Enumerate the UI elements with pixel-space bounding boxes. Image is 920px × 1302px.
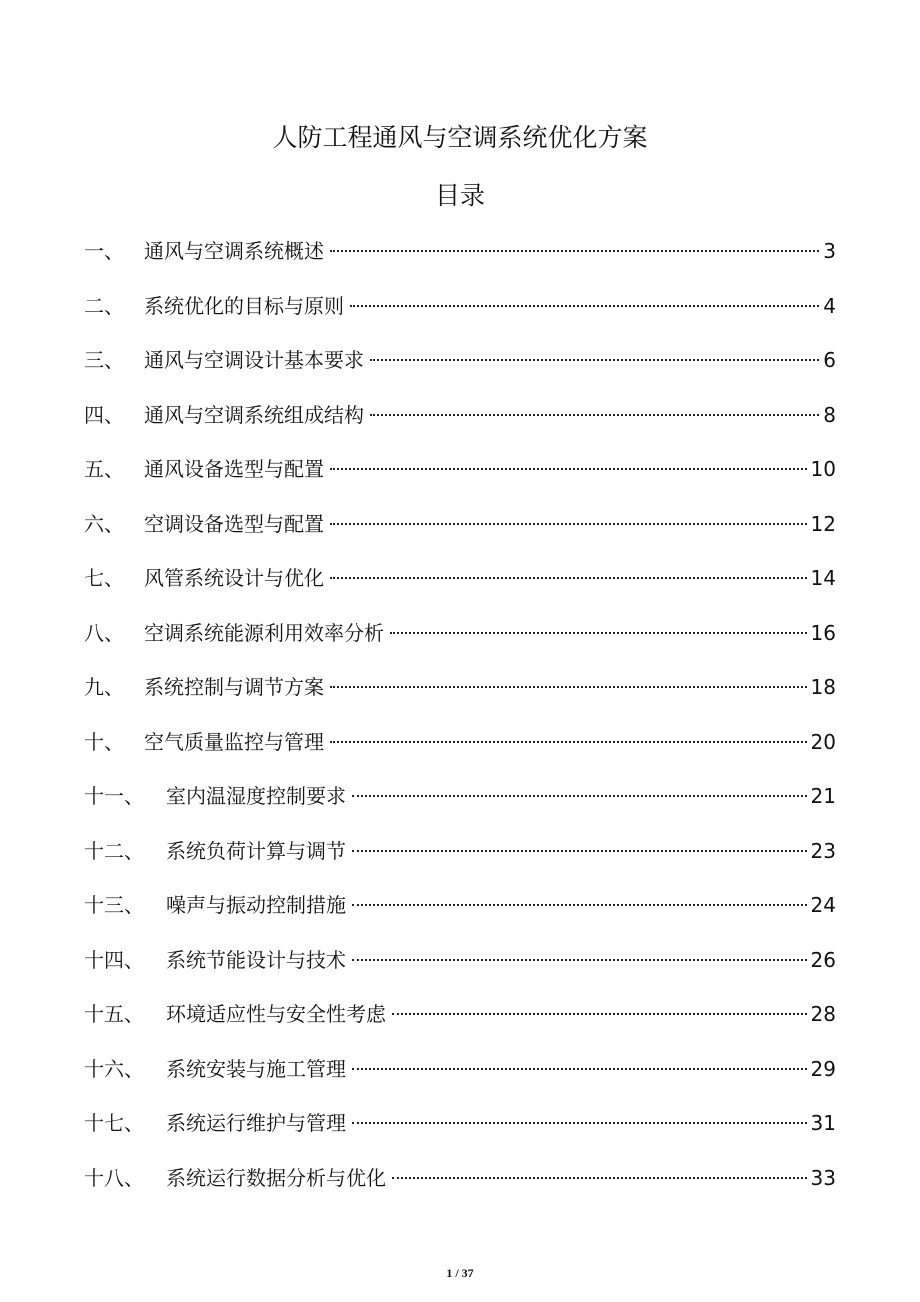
toc-entry-title: 室内温湿度控制要求 — [166, 784, 346, 808]
toc-entry-number: 十五、 — [84, 1002, 144, 1026]
toc-dot-leader — [352, 849, 807, 852]
toc-entry-number: 六、 — [84, 511, 124, 536]
toc-dot-leader — [352, 958, 807, 961]
toc-entry-number: 十三、 — [84, 893, 144, 917]
toc-dot-leader — [350, 304, 819, 307]
toc-entry-page-number: 16 — [810, 620, 836, 645]
toc-dot-leader — [392, 1012, 807, 1015]
toc-entry-title: 系统优化的目标与原则 — [144, 293, 344, 318]
toc-entry-title: 通风与空调系统概述 — [144, 239, 324, 263]
toc-entry[interactable] — [84, 342, 836, 378]
toc-entry-page-number: 18 — [810, 675, 836, 699]
toc-entry[interactable] — [84, 942, 836, 978]
toc-entry[interactable] — [84, 506, 836, 542]
toc-entry-number: 八、 — [84, 620, 124, 645]
toc-entry-page-number: 4 — [823, 293, 836, 318]
toc-entry[interactable] — [84, 451, 836, 487]
toc-entry-number: 十八、 — [84, 1165, 144, 1190]
toc-entry-page-number: 20 — [810, 729, 836, 754]
toc-entry[interactable] — [84, 288, 836, 324]
toc-entry-title: 空调设备选型与配置 — [144, 511, 324, 536]
toc-entry[interactable] — [84, 887, 836, 923]
toc-heading: 目录 — [434, 181, 485, 210]
toc-entry[interactable] — [84, 833, 836, 869]
toc-entry-number: 十四、 — [84, 947, 144, 972]
toc-entry-number: 七、 — [84, 566, 124, 590]
toc-entry-title: 空气质量监控与管理 — [144, 729, 324, 754]
toc-entry-number: 十六、 — [84, 1056, 144, 1081]
toc-entry-number: 十二、 — [84, 838, 144, 863]
toc-dot-leader — [330, 685, 807, 688]
toc-dot-leader — [330, 467, 807, 470]
toc-entry-title: 系统安装与施工管理 — [166, 1056, 346, 1081]
toc-entry[interactable] — [84, 996, 836, 1032]
toc-entry-page-number: 6 — [823, 348, 836, 372]
toc-entry-page-number: 8 — [823, 402, 836, 427]
toc-dot-leader — [330, 522, 807, 525]
toc-entry-page-number: 26 — [810, 947, 836, 972]
toc-dot-leader — [352, 903, 807, 906]
toc-entry-page-number: 24 — [810, 893, 836, 917]
toc-entry-number: 五、 — [84, 457, 124, 481]
toc-entry-title: 风管系统设计与优化 — [144, 566, 324, 590]
toc-entry-number: 十一、 — [84, 784, 144, 808]
toc-dot-leader — [330, 576, 807, 579]
toc-entry-page-number: 21 — [810, 784, 836, 808]
toc-entry-title: 系统运行维护与管理 — [166, 1111, 346, 1135]
toc-entry-page-number: 10 — [810, 457, 836, 481]
toc-entry[interactable] — [84, 560, 836, 596]
toc-entry[interactable] — [84, 724, 836, 760]
toc-dot-leader — [370, 413, 819, 416]
toc-entry-number: 三、 — [84, 348, 124, 372]
toc-dot-leader — [390, 631, 807, 634]
toc-entry-number: 一、 — [84, 239, 124, 263]
toc-dot-leader — [330, 249, 819, 252]
toc-entry[interactable] — [84, 1160, 836, 1196]
toc-entry-title: 空调系统能源利用效率分析 — [144, 620, 384, 645]
page-number: 1 / 37 — [446, 1266, 474, 1280]
toc-dot-leader — [330, 740, 807, 743]
toc-entry-page-number: 29 — [810, 1056, 836, 1081]
toc-dot-leader — [392, 1176, 807, 1179]
toc-entry-title: 噪声与振动控制措施 — [166, 893, 346, 917]
toc-entry[interactable] — [84, 397, 836, 433]
toc-entry[interactable] — [84, 1051, 836, 1087]
toc-entry-page-number: 31 — [810, 1111, 836, 1135]
document-title: 人防工程通风与空调系统优化方案 — [272, 123, 648, 152]
toc-dot-leader — [352, 1067, 807, 1070]
toc-entry[interactable] — [84, 669, 836, 705]
toc-entry-title: 环境适应性与安全性考虑 — [166, 1002, 386, 1026]
toc-entry-page-number: 33 — [810, 1165, 836, 1190]
toc-entry-page-number: 12 — [810, 511, 836, 536]
toc-entry-title: 系统控制与调节方案 — [144, 675, 324, 699]
toc-entry-number: 十、 — [84, 729, 124, 754]
toc-dot-leader — [352, 1121, 807, 1124]
toc-entry-title: 通风与空调系统组成结构 — [144, 402, 364, 427]
toc-entry-page-number: 23 — [810, 838, 836, 863]
toc-entry-number: 二、 — [84, 293, 124, 318]
toc-entry-number: 十七、 — [84, 1111, 144, 1135]
toc-entry[interactable] — [84, 1105, 836, 1141]
toc-entry[interactable] — [84, 615, 836, 651]
toc-entry-title: 通风与空调设计基本要求 — [144, 348, 364, 372]
toc-entry-page-number: 28 — [810, 1002, 836, 1026]
toc-dot-leader — [352, 794, 807, 797]
toc-entry-page-number: 14 — [810, 566, 836, 590]
toc-entry-title: 通风设备选型与配置 — [144, 457, 324, 481]
toc-entry-title: 系统节能设计与技术 — [166, 947, 346, 972]
toc-entry-number: 四、 — [84, 402, 124, 427]
toc-entry[interactable] — [84, 233, 836, 269]
toc-dot-leader — [370, 358, 819, 361]
toc-entry-page-number: 3 — [823, 239, 836, 263]
toc-entry-title: 系统负荷计算与调节 — [166, 838, 346, 863]
toc-entry[interactable] — [84, 778, 836, 814]
toc-entry-number: 九、 — [84, 675, 124, 699]
toc-entry-title: 系统运行数据分析与优化 — [166, 1165, 386, 1190]
